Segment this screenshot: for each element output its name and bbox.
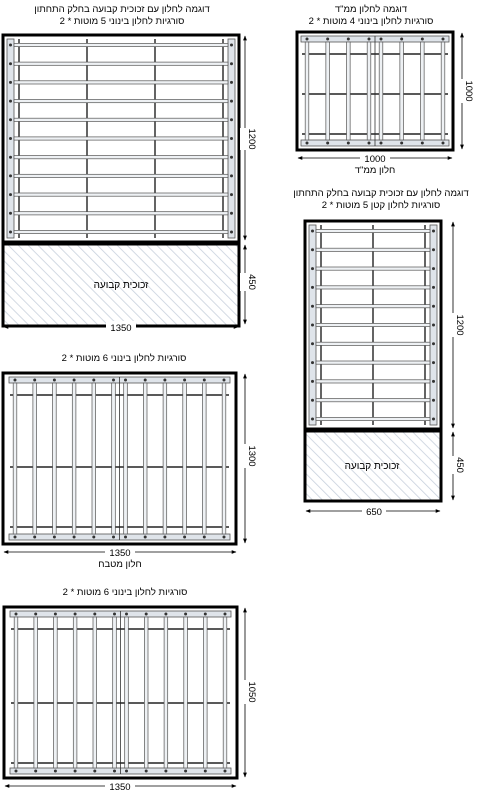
horizontal-bar <box>316 380 430 383</box>
vertical-bar <box>13 383 17 534</box>
vertical-bar <box>222 383 226 534</box>
vertical-bar <box>421 42 425 140</box>
rivet <box>421 142 424 145</box>
vertical-bar <box>203 383 207 534</box>
caption-subtitle: 2 * סורגיות לחלון קטן 5 מוטות <box>321 200 441 211</box>
width-dimension: 650 <box>366 507 382 518</box>
rivet <box>230 118 233 121</box>
rivet <box>347 142 350 145</box>
rivet <box>9 193 12 196</box>
rivet <box>311 324 314 327</box>
height-dimension: 1300 <box>246 445 257 467</box>
rivet <box>311 380 314 383</box>
rivet <box>112 536 115 539</box>
diagram-window-medium-6-bars <box>4 586 257 793</box>
width-dimension: 1350 <box>110 323 132 334</box>
rivet <box>442 38 445 41</box>
horizontal-bar <box>14 212 228 215</box>
horizontal-bar <box>316 417 430 420</box>
horizontal-bar <box>316 248 430 251</box>
rivet <box>124 379 127 382</box>
vertical-bar <box>92 383 96 534</box>
rivet <box>203 379 206 382</box>
rivet <box>73 379 76 382</box>
vertical-bar <box>73 617 77 768</box>
vertical-bar <box>53 383 57 534</box>
vertical-bar <box>379 42 383 140</box>
rivet <box>9 174 12 177</box>
height-dimension: 1200 <box>454 314 465 336</box>
vertical-bar <box>125 617 129 768</box>
vertical-bar <box>143 383 147 534</box>
rivet <box>53 536 56 539</box>
rivet <box>144 536 147 539</box>
rivet <box>183 536 186 539</box>
rivet <box>33 379 36 382</box>
vertical-bar <box>184 617 188 768</box>
rivet <box>163 379 166 382</box>
glass-height-dimension: 450 <box>246 274 257 290</box>
rivet <box>368 38 371 41</box>
rivet <box>34 613 37 616</box>
vertical-bar <box>164 617 168 768</box>
vertical-bar <box>163 383 167 534</box>
rivet <box>74 770 77 773</box>
vertical-bar <box>367 42 371 140</box>
rivet <box>230 44 233 47</box>
rivet <box>347 38 350 41</box>
rivet <box>230 137 233 140</box>
vertical-bar <box>441 42 445 140</box>
glass-height-dimension: 450 <box>454 457 465 473</box>
vertical-bar <box>72 383 76 534</box>
rivet <box>164 770 167 773</box>
rivet <box>73 536 76 539</box>
rivet <box>9 44 12 47</box>
rivet <box>125 770 128 773</box>
rivet <box>230 212 233 215</box>
horizontal-bar <box>14 100 228 103</box>
height-dimension: 1200 <box>246 128 257 150</box>
rivet <box>230 174 233 177</box>
rivet <box>204 613 207 616</box>
rivet <box>311 230 314 233</box>
rivet <box>432 399 435 402</box>
rivet <box>311 248 314 251</box>
rivet <box>230 100 233 103</box>
fixed-glass-label: זכוכית קבועה <box>344 461 400 472</box>
rivet <box>14 536 17 539</box>
rivet <box>15 770 18 773</box>
horizontal-bar <box>14 118 228 121</box>
vertical-bar <box>347 42 351 140</box>
horizontal-bar <box>316 361 430 364</box>
vertical-bar <box>305 42 309 140</box>
vertical-bar <box>124 383 128 534</box>
window-type-label: חלון מטבח <box>98 559 142 570</box>
rivet <box>311 305 314 308</box>
diagram-window-fixed-glass-medium <box>3 3 257 334</box>
rivet <box>223 379 226 382</box>
rivet <box>432 324 435 327</box>
vertical-bar <box>400 42 404 140</box>
vertical-bar <box>223 617 227 768</box>
rivet <box>432 418 435 421</box>
vertical-bar <box>183 383 187 534</box>
vertical-bar <box>14 617 18 768</box>
horizontal-bar <box>14 230 228 233</box>
horizontal-bar <box>316 229 430 232</box>
rivet <box>368 142 371 145</box>
vertical-bar <box>34 617 38 768</box>
fixed-glass-label: זכוכית קבועה <box>93 280 149 291</box>
vertical-bar <box>204 617 208 768</box>
rivet <box>9 81 12 84</box>
caption-title: דוגמה לחלון עם זכוכית קבועה בחלק התחתון <box>34 4 210 15</box>
horizontal-bar <box>316 305 430 308</box>
vertical-bar <box>113 617 117 768</box>
rivet <box>125 613 128 616</box>
rivet <box>9 62 12 65</box>
rivet <box>92 536 95 539</box>
rivet <box>421 38 424 41</box>
horizontal-bar <box>14 156 228 159</box>
rivet <box>14 379 17 382</box>
height-dimension: 1000 <box>463 80 474 102</box>
width-dimension: 1000 <box>364 154 386 165</box>
rivet <box>54 613 57 616</box>
height-dimension: 1050 <box>246 681 257 703</box>
rivet <box>9 100 12 103</box>
rivet <box>223 536 226 539</box>
rivet <box>230 156 233 159</box>
rivet <box>326 38 329 41</box>
rivet <box>230 81 233 84</box>
caption-subtitle: 2 * סורגיות לחלון בינוני 5 מוטות <box>59 16 185 27</box>
rivet <box>311 399 314 402</box>
rivet <box>432 361 435 364</box>
rivet <box>184 770 187 773</box>
horizontal-bar <box>14 174 228 177</box>
rivet <box>432 380 435 383</box>
rivet <box>9 231 12 234</box>
rivet <box>163 536 166 539</box>
rivet <box>144 379 147 382</box>
rivet <box>54 770 57 773</box>
rivet <box>306 38 309 41</box>
rivet <box>9 137 12 140</box>
horizontal-bar <box>14 81 228 84</box>
rivet <box>93 770 96 773</box>
caption-title: דוגמה לחלון ממ"ד <box>334 4 408 15</box>
width-dimension: 1350 <box>109 782 131 793</box>
vertical-bar <box>33 383 37 534</box>
horizontal-bar <box>316 286 430 289</box>
rivet <box>113 613 116 616</box>
diagram-window-kitchen <box>3 352 257 570</box>
rivet <box>9 212 12 215</box>
rivet <box>112 379 115 382</box>
horizontal-bar <box>14 43 228 46</box>
rivet <box>400 142 403 145</box>
rivet <box>34 770 37 773</box>
diagram-window-fixed-glass-small <box>293 187 468 518</box>
rivet <box>432 342 435 345</box>
rivet <box>230 193 233 196</box>
rivet <box>145 613 148 616</box>
rivet <box>432 230 435 233</box>
rivet <box>432 248 435 251</box>
caption-title: 2 * סורגיות לחלון בינוני 6 מוטות <box>61 353 187 364</box>
rivet <box>33 536 36 539</box>
rivet <box>224 770 227 773</box>
diagram-window-mamad <box>297 3 474 176</box>
rivet <box>224 613 227 616</box>
rivet <box>230 231 233 234</box>
caption-title: דוגמה לחלון עם זכוכית קבועה בחלק התחתון <box>293 188 469 199</box>
rivet <box>432 286 435 289</box>
rivet <box>184 613 187 616</box>
rivet <box>9 156 12 159</box>
rivet <box>400 38 403 41</box>
rivet <box>442 142 445 145</box>
rivet <box>311 361 314 364</box>
rivet <box>204 770 207 773</box>
rivet <box>326 142 329 145</box>
horizontal-bar <box>316 399 430 402</box>
vertical-bar <box>144 617 148 768</box>
rivet <box>380 38 383 41</box>
rivet <box>124 536 127 539</box>
rivet <box>311 342 314 345</box>
caption-subtitle: 2 * סורגיות לחלון בינוני 4 מוטות <box>308 16 434 27</box>
rivet <box>9 118 12 121</box>
rivet <box>311 286 314 289</box>
horizontal-bar <box>14 137 228 140</box>
rivet <box>311 418 314 421</box>
rivet <box>113 770 116 773</box>
horizontal-bar <box>316 323 430 326</box>
rivet <box>432 305 435 308</box>
vertical-bar <box>93 617 97 768</box>
rivet <box>53 379 56 382</box>
rivet <box>93 613 96 616</box>
horizontal-bar <box>316 267 430 270</box>
rivet <box>432 267 435 270</box>
caption-title: 2 * סורגיות לחלון בינוני 6 מוטות <box>62 587 188 598</box>
vertical-bar <box>54 617 58 768</box>
rivet <box>15 613 18 616</box>
horizontal-bar <box>14 193 228 196</box>
rivet <box>183 379 186 382</box>
vertical-bar <box>326 42 330 140</box>
width-dimension: 1350 <box>109 548 131 559</box>
horizontal-bar <box>316 342 430 345</box>
rivet <box>145 770 148 773</box>
window-type-label: חלון ממ"ד <box>354 165 396 176</box>
vertical-bar <box>112 383 116 534</box>
rivet <box>311 267 314 270</box>
rivet <box>164 613 167 616</box>
rivet <box>92 379 95 382</box>
rivet <box>230 62 233 65</box>
rivet <box>203 536 206 539</box>
rivet <box>306 142 309 145</box>
rivet <box>74 613 77 616</box>
horizontal-bar <box>14 62 228 65</box>
rivet <box>380 142 383 145</box>
